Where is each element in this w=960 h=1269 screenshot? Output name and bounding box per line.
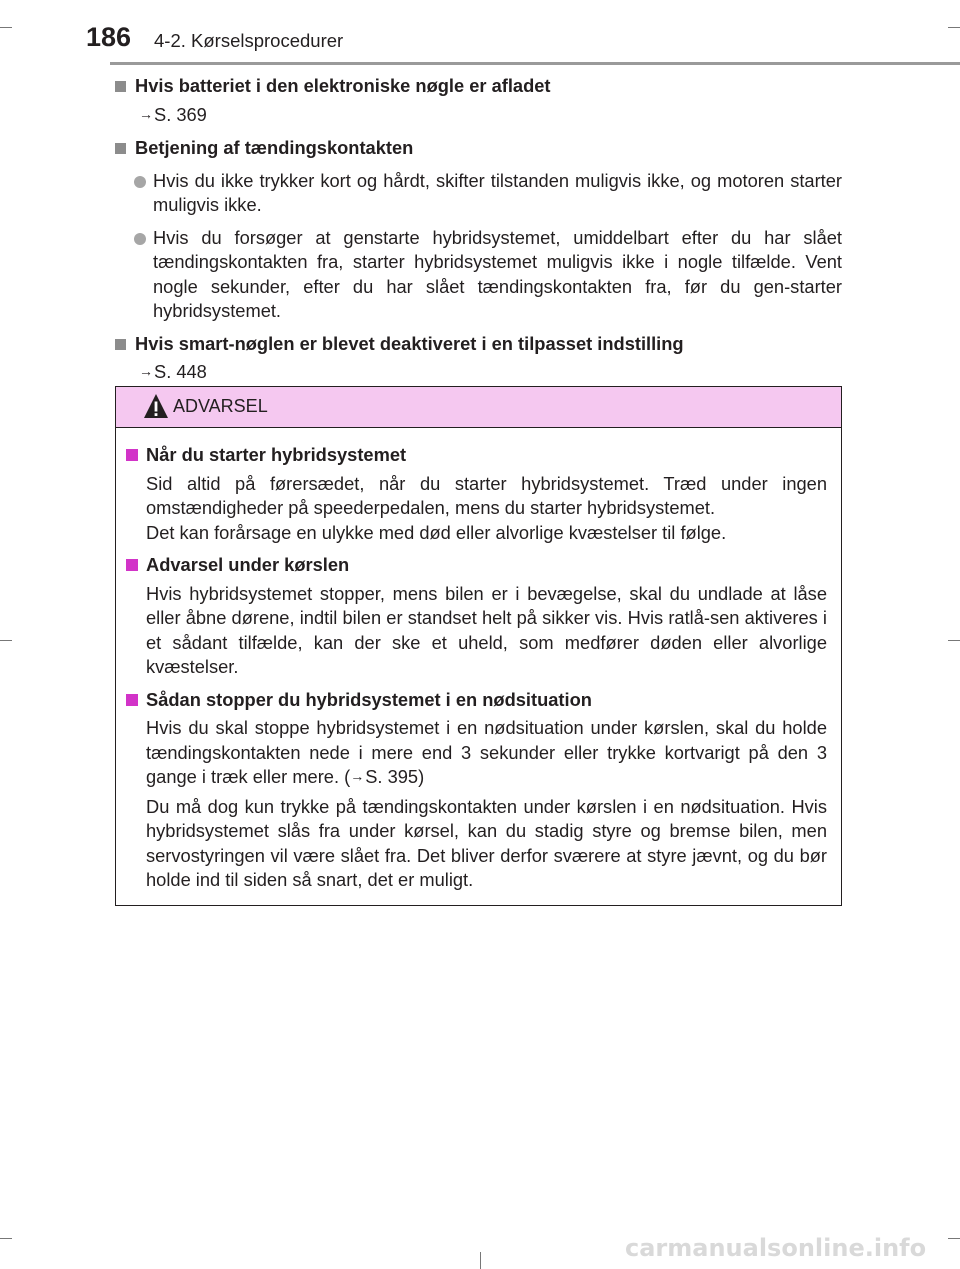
page-reference[interactable]: S. 395 — [365, 766, 419, 787]
page-reference[interactable] — [115, 103, 842, 129]
round-bullet-icon — [134, 176, 146, 188]
bullet-text: Hvis du ikke trykker kort og hårdt, skifter tilstanden muligvis ikke, og motoren starter muligvis ikke. — [153, 169, 842, 215]
page-reference[interactable] — [115, 360, 842, 386]
warning-heading — [126, 443, 827, 468]
header-rule — [110, 62, 960, 65]
crop-mark — [0, 640, 12, 641]
warning-paragraph: Du må dog kun trykke på tændingskontakten under kørslen i en nødsituation. Hvis hybridsystemet slås fra under kørsel, kan du stadig styre og bremse bilen, men servostyringen vil være slået fra. Det bliver derfor sværere at styre jævnt, og du bør holde ind til siden så snart, det er muligt. — [146, 795, 827, 890]
warning-paragraph: Hvis hybridsystemet stopper, mens bilen er i bevægelse, skal du undlade at låse eller åbne dørene, indtil bilen er standset helt på sikker vis. Hvis ratlå-sen aktiveres i et sådant tilfælde, kan der ske et uheld, som medfører døden eller alvorlige kvæstelser. — [146, 582, 827, 677]
warning-paragraph: Sid altid på førersædet, når du starter hybridsystemet. Træd under ingen omstændigheder på speederpedalen, mens du starter hybridsystemet. — [146, 472, 827, 518]
paragraph-text: ) — [418, 766, 425, 787]
square-bullet-icon — [126, 449, 138, 461]
warning-title: ADVARSEL — [173, 396, 268, 416]
reference-text: S. 369 — [154, 103, 207, 125]
section-title: 4-2. Kørselsprocedurer — [154, 30, 344, 51]
square-bullet-icon — [126, 694, 138, 706]
crop-mark — [480, 1252, 481, 1269]
heading-text: Sådan stopper du hybridsystemet i en nødsituation — [146, 688, 592, 710]
crop-mark — [0, 1238, 12, 1239]
bullet-item — [115, 226, 842, 324]
square-bullet-icon — [115, 81, 126, 92]
main-content — [115, 74, 842, 386]
arrow-right-icon: → — [139, 363, 153, 379]
heading-text: Hvis smart-nøglen er blevet deaktiveret i en tilpasset indstilling — [135, 332, 684, 354]
arrow-right-icon: → — [139, 105, 153, 122]
watermark-logo — [625, 1230, 955, 1264]
warning-header — [116, 387, 841, 428]
page-header — [0, 0, 960, 70]
warning-heading — [126, 688, 827, 713]
section-heading — [115, 136, 842, 161]
svg-text:carmanualsonline.info: carmanualsonline.info — [625, 1234, 927, 1262]
warning-box — [115, 386, 842, 906]
round-bullet-icon — [134, 233, 146, 245]
square-bullet-icon — [115, 339, 126, 350]
warning-paragraph — [126, 716, 827, 791]
heading-text: Når du starter hybridsystemet — [146, 444, 407, 465]
crop-mark — [948, 640, 960, 641]
section-heading — [115, 332, 842, 357]
warning-body — [116, 428, 841, 893]
warning-triangle-icon — [143, 393, 169, 419]
bullet-text: Hvis du forsøger at genstarte hybridsystemet, umiddelbart efter du har slået tændingskontakten fra, starter hybridsystemet muligvis ikke i nogle tilfælde. Vent nogle sekunder, efter du har slået tændingskontakten fra, før du gen-starter hybridsystemet. — [153, 226, 842, 321]
paragraph-text: Hvis du skal stoppe hybridsystemet i en nødsituation under kørslen, skal du holde tændingskontakten nede i mere end 3 sekunder eller trykke kortvarigt på den 3 gange i træk eller mere. ( — [146, 717, 827, 787]
arrow-right-icon: → — [350, 768, 365, 784]
section-heading — [115, 74, 842, 99]
warning-heading — [126, 553, 827, 578]
square-bullet-icon — [115, 143, 126, 154]
square-bullet-icon — [126, 559, 138, 571]
warning-paragraph: Det kan forårsage en ulykke med død eller alvorlige kvæstelser til følge. — [146, 521, 727, 543]
page-number: 186 — [86, 22, 132, 52]
heading-text: Advarsel under kørslen — [146, 554, 350, 575]
bullet-item — [115, 169, 842, 218]
heading-text: Betjening af tændingskontakten — [135, 137, 414, 158]
reference-text: S. 448 — [154, 361, 207, 382]
heading-text: Hvis batteriet i den elektroniske nøgle er afladet — [135, 75, 551, 96]
